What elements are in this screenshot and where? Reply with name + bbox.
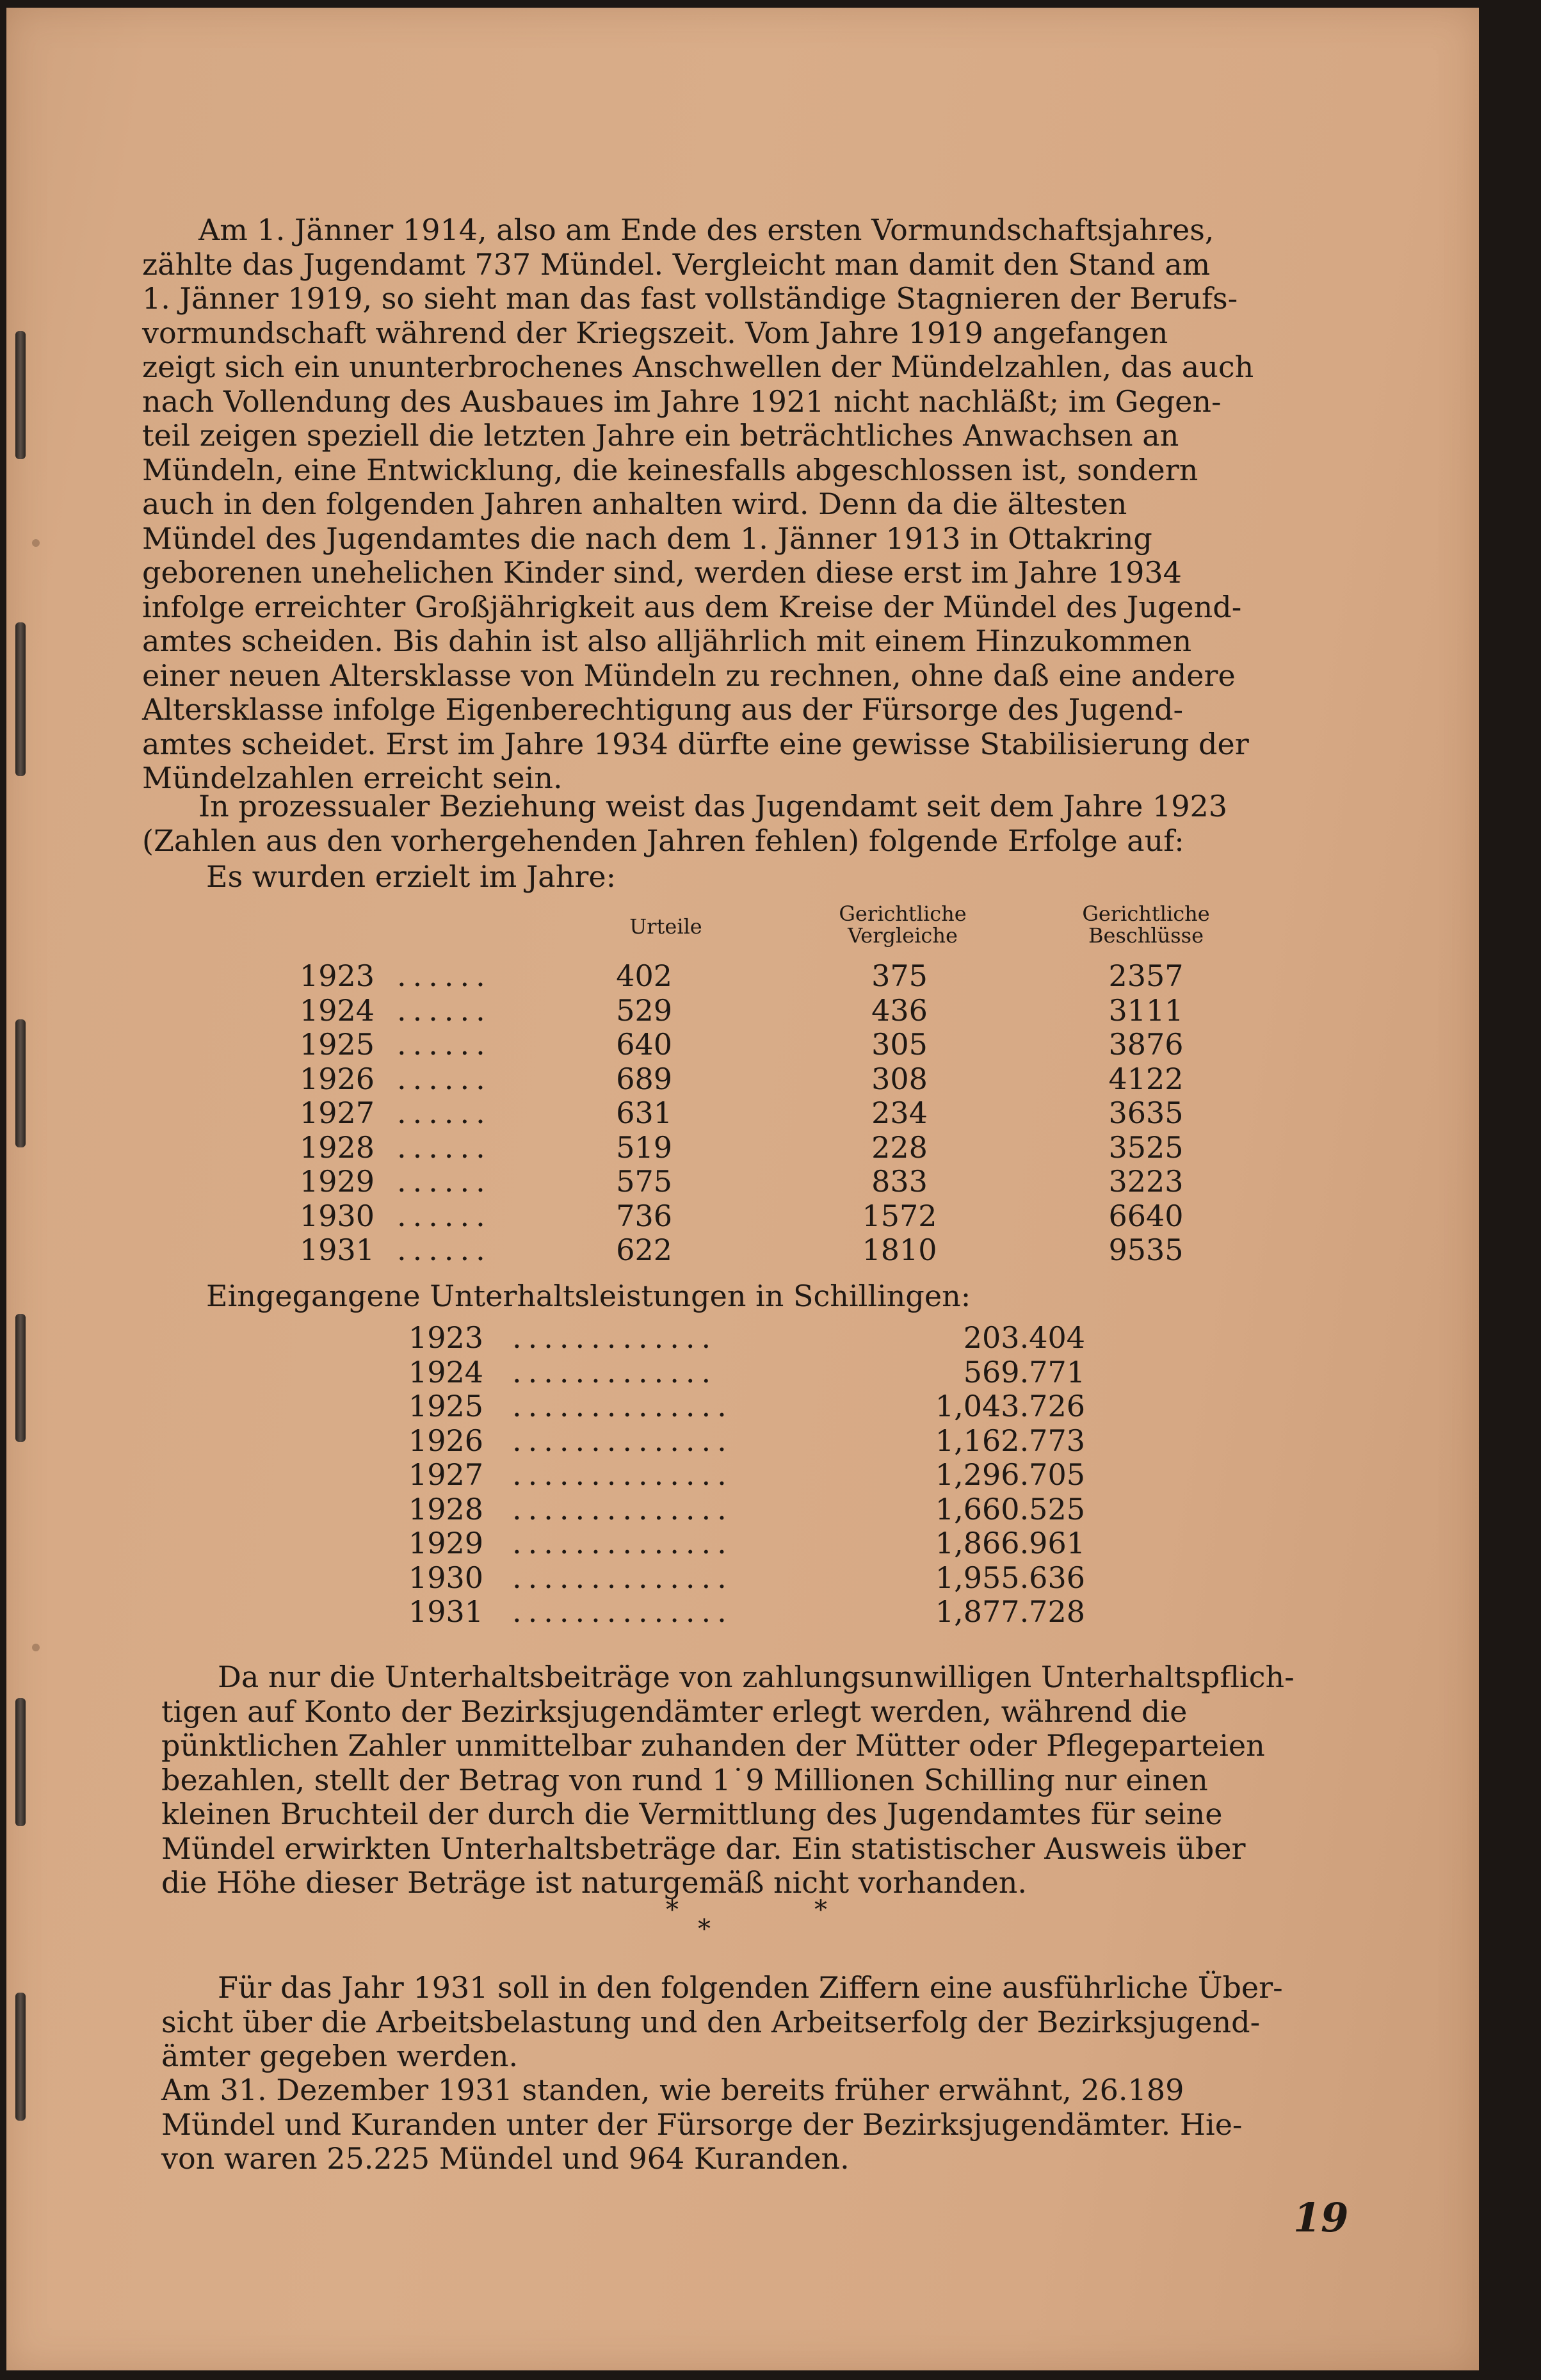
text-line: Da nur die Unterhaltsbeiträge von zahlungsunwilligen Unterhaltspflich- (218, 1660, 1295, 1694)
text-line: zählte das Jugendamt 737 Mündel. Vergleicht man damit den Stand am (142, 247, 1211, 282)
separator-star: * (698, 1915, 711, 1944)
staple (15, 331, 26, 459)
cell-vergleiche: 1810 (862, 1233, 937, 1267)
header-beschluesse-line2: Beschlüsse (1088, 923, 1204, 948)
cell-dots: ...... (397, 1061, 492, 1096)
text-line: auch in den folgenden Jahren anhalten wird. Denn da die ältesten (142, 487, 1127, 521)
cell-year: 1923 (300, 959, 375, 993)
text-line: geborenen unehelichen Kinder sind, werden diese erst im Jahre 1934 (142, 555, 1182, 590)
text-line: nach Vollendung des Ausbaues im Jahre 1921 nicht nachläßt; im Gegen- (142, 384, 1222, 419)
text-line: (Zahlen aus den vorhergehenden Jahren fehlen) folgende Erfolge auf: (142, 823, 1184, 858)
header-vergleiche-line1: Gerichtliche (839, 902, 967, 926)
cell-amount: 203.404 (963, 1320, 1085, 1355)
header-urteile: Urteile (629, 914, 702, 939)
cell-dots: ...... (397, 959, 492, 993)
cell-urteile: 402 (616, 959, 672, 993)
header-vergleiche (813, 903, 992, 946)
table2-intro: Eingegangene Unterhaltsleistungen in Schillingen: (206, 1279, 971, 1313)
cell-dots: .............. (512, 1389, 733, 1423)
binding-hole (32, 539, 40, 547)
cell-urteile: 640 (616, 1027, 672, 1062)
text-line: infolge erreichter Großjährigkeit aus dem Kreise der Mündel des Jugend- (142, 589, 1242, 624)
text-line: In prozessualer Beziehung weist das Jugendamt seit dem Jahre 1923 (198, 789, 1227, 823)
text-line: pünktlichen Zahler unmittelbar zuhanden der Mütter oder Pflegeparteien (161, 1728, 1265, 1763)
cell-dots: .............. (512, 1491, 733, 1526)
text-line: Mündeln, eine Entwicklung, die keinesfalls abgeschlossen ist, sondern (142, 452, 1198, 487)
cell-vergleiche: 1572 (862, 1198, 937, 1233)
cell-year: 1927 (300, 1096, 375, 1130)
cell-year: 1925 (300, 1027, 375, 1062)
cell-year: 1924 (300, 992, 375, 1028)
header-beschluesse-line1: Gerichtliche (1082, 902, 1210, 926)
text-line: tigen auf Konto der Bezirksjugendämter erlegt werden, während die (161, 1694, 1188, 1729)
text-line: Am 1. Jänner 1914, also am Ende des ersten Vormundschaftsjahres, (198, 213, 1214, 247)
text-line: Mündel und Kuranden unter der Fürsorge der Bezirksjugendämter. Hie- (161, 2107, 1243, 2142)
cell-year: 1926 (300, 1061, 375, 1096)
staple (15, 1993, 26, 2121)
text-line: sicht über die Arbeitsbelastung und den Arbeitserfolg der Bezirksjugend- (161, 2004, 1261, 2039)
text-line: ämter gegeben werden. (161, 2039, 519, 2073)
cell-beschluesse: 2357 (1108, 959, 1184, 993)
cell-dots: ...... (397, 1233, 492, 1267)
cell-dots: ...... (397, 992, 492, 1028)
cell-dots: .............. (512, 1526, 733, 1560)
separator-star: * (814, 1895, 827, 1925)
header-vergleiche-line2: Vergleiche (848, 923, 958, 948)
cell-year: 1928 (300, 1129, 375, 1165)
text-line: zeigt sich ein ununterbrochenes Anschwellen der Mündelzahlen, das auch (142, 350, 1254, 384)
text-line: bezahlen, stellt der Betrag von rund 1˙9 Millionen Schilling nur einen (161, 1762, 1208, 1797)
cell-year: 1930 (408, 1560, 484, 1595)
cell-urteile: 736 (616, 1198, 672, 1233)
cell-beschluesse: 3223 (1108, 1164, 1184, 1199)
cell-amount: 1,866.961 (935, 1526, 1085, 1560)
staple (15, 622, 26, 776)
cell-urteile: 622 (616, 1233, 672, 1267)
cell-beschluesse: 6640 (1108, 1198, 1184, 1233)
text-line: amtes scheiden. Bis dahin ist also alljährlich mit einem Hinzukommen (142, 624, 1192, 658)
text-line: Mündel erwirkten Unterhaltsbeträge dar. Ein statistischer Ausweis über (161, 1831, 1246, 1866)
cell-amount: 1,296.705 (935, 1457, 1085, 1492)
cell-vergleiche: 234 (871, 1096, 928, 1130)
cell-urteile: 519 (616, 1129, 672, 1165)
cell-beschluesse: 3111 (1108, 992, 1184, 1028)
cell-year: 1930 (300, 1198, 375, 1233)
staple (15, 1698, 26, 1826)
cell-beschluesse: 3635 (1108, 1096, 1184, 1130)
text-line: von waren 25.225 Mündel und 964 Kuranden. (161, 2141, 850, 2176)
text-line: Mündel des Jugendamtes die nach dem 1. Jänner 1913 in Ottakring (142, 521, 1152, 556)
cell-urteile: 575 (616, 1164, 672, 1199)
cell-amount: 1,043.726 (935, 1389, 1085, 1423)
cell-vergleiche: 308 (871, 1061, 928, 1096)
cell-dots: .............. (512, 1594, 733, 1629)
cell-vergleiche: 228 (871, 1129, 928, 1165)
cell-dots: ...... (397, 1198, 492, 1233)
cell-beschluesse: 3525 (1108, 1129, 1184, 1165)
cell-year: 1923 (408, 1320, 484, 1355)
cell-dots: ...... (397, 1027, 492, 1062)
text-line: einer neuen Altersklasse von Mündeln zu rechnen, ohne daß eine andere (142, 658, 1236, 693)
cell-vergleiche: 375 (871, 959, 928, 993)
cell-dots: ............. (512, 1320, 718, 1355)
cell-vergleiche: 305 (871, 1027, 928, 1062)
cell-year: 1924 (408, 1354, 484, 1389)
text-line: Mündelzahlen erreicht sein. (142, 761, 563, 795)
cell-dots: ...... (397, 1129, 492, 1165)
text-line: vormundschaft während der Kriegszeit. Vom Jahre 1919 angefangen (142, 315, 1168, 350)
cell-amount: 569.771 (963, 1354, 1085, 1389)
cell-year: 1925 (408, 1389, 484, 1423)
cell-dots: .............. (512, 1457, 733, 1492)
cell-dots: ...... (397, 1096, 492, 1130)
cell-year: 1926 (408, 1423, 484, 1458)
page-number: 19 (1293, 2194, 1349, 2241)
cell-amount: 1,877.728 (935, 1594, 1085, 1629)
cell-year: 1931 (408, 1594, 484, 1629)
cell-dots: ...... (397, 1164, 492, 1199)
cell-year: 1929 (408, 1526, 484, 1560)
cell-dots: .............. (512, 1423, 733, 1458)
cell-urteile: 631 (616, 1096, 672, 1130)
cell-urteile: 529 (616, 992, 672, 1028)
cell-year: 1927 (408, 1457, 484, 1492)
separator-star: * (666, 1895, 679, 1925)
text-line: teil zeigen speziell die letzten Jahre ein beträchtliches Anwachsen an (142, 418, 1179, 453)
cell-amount: 1,162.773 (935, 1423, 1085, 1458)
cell-beschluesse: 4122 (1108, 1061, 1184, 1096)
cell-vergleiche: 436 (871, 992, 928, 1028)
binding-hole (32, 1644, 40, 1651)
text-line: kleinen Bruchteil der durch die Vermittlung des Jugendamtes für seine (161, 1797, 1223, 1831)
text-line: die Höhe dieser Beträge ist naturgemäß nicht vorhanden. (161, 1865, 1028, 1900)
text-line: Am 31. Dezember 1931 standen, wie bereits früher erwähnt, 26.189 (161, 2073, 1184, 2107)
cell-urteile: 689 (616, 1061, 672, 1096)
text-line: Für das Jahr 1931 soll in den folgenden Ziffern eine ausführliche Über- (218, 1970, 1283, 2005)
text-line: amtes scheidet. Erst im Jahre 1934 dürfte eine gewisse Stabilisierung der (142, 726, 1249, 761)
cell-vergleiche: 833 (871, 1164, 928, 1199)
cell-dots: ............. (512, 1354, 718, 1389)
cell-year: 1931 (300, 1233, 375, 1267)
cell-beschluesse: 3876 (1108, 1027, 1184, 1062)
cell-beschluesse: 9535 (1108, 1233, 1184, 1267)
table1-intro: Es wurden erzielt im Jahre: (206, 859, 617, 894)
staple (15, 1019, 26, 1147)
cell-amount: 1,955.636 (935, 1560, 1085, 1595)
text-line: 1. Jänner 1919, so sieht man das fast vollständige Stagnieren der Berufs- (142, 281, 1238, 316)
cell-year: 1928 (408, 1491, 484, 1526)
text-line: Altersklasse infolge Eigenberechtigung aus der Fürsorge des Jugend- (142, 692, 1184, 727)
page (6, 8, 1479, 2370)
cell-amount: 1,660.525 (935, 1491, 1085, 1526)
cell-year: 1929 (300, 1164, 375, 1199)
header-beschluesse (1056, 903, 1236, 946)
staple (15, 1314, 26, 1442)
cell-dots: .............. (512, 1560, 733, 1595)
